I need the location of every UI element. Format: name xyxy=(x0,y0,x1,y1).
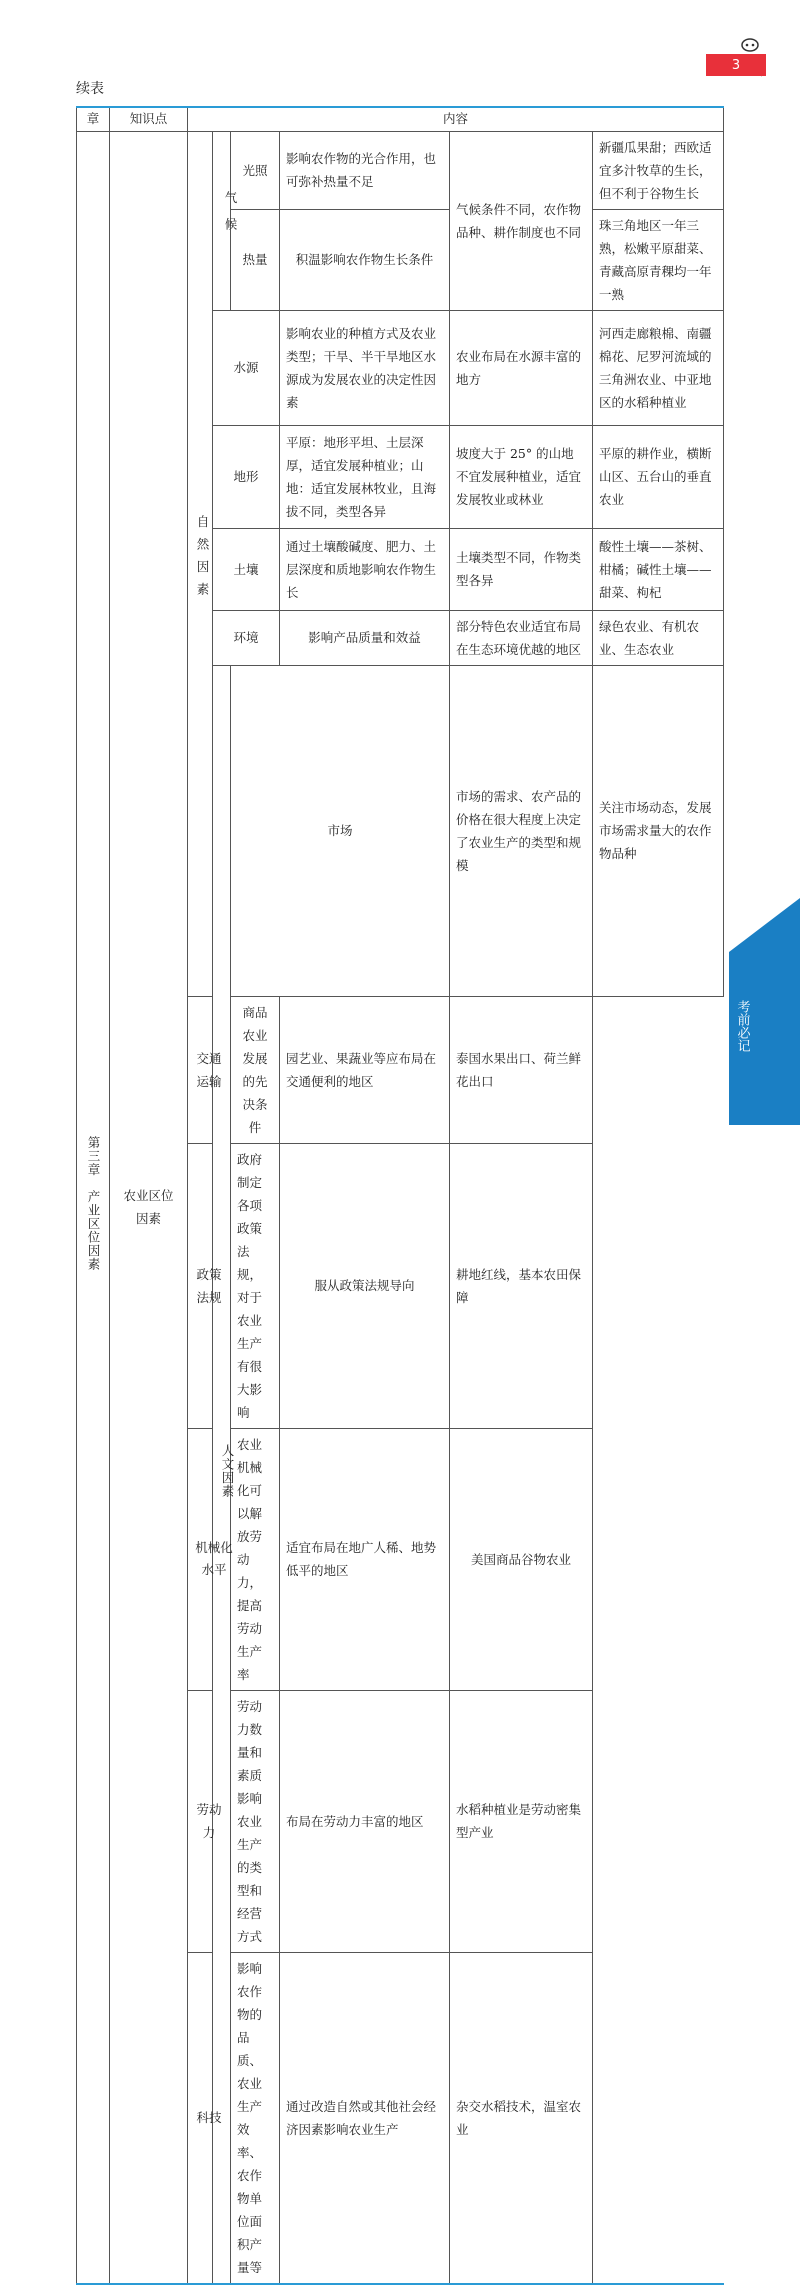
side-tab-label xyxy=(732,1000,752,1057)
knowledge-point: 农业区位因素 xyxy=(123,1188,174,1226)
desc-terrain: 平原：地形平坦、土层深厚，适宜发展种植业；山地：适宜发展林牧业，且海拔不同，类型各异 xyxy=(280,425,450,528)
example-transport: 泰国水果出口、荷兰鲜花出口 xyxy=(450,996,593,1143)
header-content: 内容 xyxy=(188,107,724,131)
desc-water: 影响农业的种植方式及农业类型；干旱、半干旱地区水源成为发展农业的决定性因素 xyxy=(280,310,450,425)
example-mechanization: 美国商品谷物农业 xyxy=(450,1428,593,1690)
chapter-cell xyxy=(77,131,110,2284)
climate-cell xyxy=(213,131,238,310)
factor-environment: 环境 xyxy=(213,610,280,665)
impact-policy: 服从政策法规导向 xyxy=(280,1143,450,1428)
factor-water: 水源 xyxy=(213,310,280,425)
impact-environment: 部分特色农业适宜布局在生态环境优越的地区 xyxy=(450,610,593,665)
desc-heat: 积温影响农作物生长条件 xyxy=(280,209,450,310)
table-row xyxy=(77,131,724,209)
example-climate-2: 珠三角地区一年三熟，松嫩平原甜菜、青藏高原青稞均一年一熟 xyxy=(593,209,724,310)
factor-labor: 劳动力 xyxy=(188,1690,231,1952)
impact-soil: 土壤类型不同，作物类型各异 xyxy=(450,528,593,610)
example-labor: 水稻种植业是劳动密集型产业 xyxy=(450,1690,593,1952)
side-tab-text: 考前必记 xyxy=(734,1000,750,1052)
factor-technology: 科技 xyxy=(188,1952,231,2284)
desc-policy: 政府制定各项政策法规，对于农业生产有很大影响 xyxy=(231,1143,280,1428)
factor-soil: 土壤 xyxy=(213,528,280,610)
impact-water: 农业布局在水源丰富的地方 xyxy=(450,310,593,425)
example-terrain: 平原的耕作业，横断山区、五台山的垂直农业 xyxy=(593,425,724,528)
page-number-badge: 3 xyxy=(706,54,766,76)
desc-technology: 影响农作物的品质、农业生产效率、农作物单位面积产量等 xyxy=(231,1952,280,2284)
example-environment: 绿色农业、有机农业、生态农业 xyxy=(593,610,724,665)
group-natural-cell xyxy=(188,131,213,996)
desc-transport: 商品农业发展的先决条件 xyxy=(231,996,280,1143)
side-tab-corner xyxy=(729,898,800,952)
desc-environment: 影响产品质量和效益 xyxy=(280,610,450,665)
desc-light: 影响农作物的光合作用，也可弥补热量不足 xyxy=(280,131,450,209)
factor-terrain: 地形 xyxy=(213,425,280,528)
impact-terrain: 坡度大于 25° 的山地不宜发展种植业，适宜发展牧业或林业 xyxy=(450,425,593,528)
knowledge-table xyxy=(76,106,724,2285)
desc-market: 市场的需求、农产品的价格在很大程度上决定了农业生产的类型和规模 xyxy=(450,665,593,996)
desc-labor: 劳动力数量和素质影响农业生产的类型和经营方式 xyxy=(231,1690,280,1952)
factor-light: 光照 xyxy=(231,131,280,209)
climate-label: 气候 xyxy=(223,190,238,244)
group-human: 人文因素 xyxy=(220,1443,235,1498)
impact-technology: 通过改造自然或其他社会经济因素影响农业生产 xyxy=(280,1952,450,2284)
header-knowledge: 知识点 xyxy=(110,107,188,131)
impact-mechanization: 适宜布局在地广人稀、地势低平的地区 xyxy=(280,1428,450,1690)
header-chapter: 章 xyxy=(77,107,110,131)
example-climate-1: 新疆瓜果甜；西欧适宜多汁牧草的生长，但不利于谷物生长 xyxy=(593,131,724,209)
example-soil: 酸性土壤——茶树、柑橘；碱性土壤——甜菜、枸杞 xyxy=(593,528,724,610)
example-policy: 耕地红线，基本农田保障 xyxy=(450,1143,593,1428)
impact-labor: 布局在劳动力丰富的地区 xyxy=(280,1690,450,1952)
chapter-label: 第三章 产业区位因素 xyxy=(86,1136,101,1271)
knowledge-point-cell xyxy=(110,131,188,2284)
desc-mechanization: 农业机械化可以解放劳动力，提高劳动生产率 xyxy=(231,1428,280,1690)
factor-mechanization-label: 机械化水平 xyxy=(195,1540,233,1577)
example-technology: 杂交水稻技术，温室农业 xyxy=(450,1952,593,2284)
header-row xyxy=(77,107,724,131)
factor-transport: 交通运输 xyxy=(188,996,231,1143)
impact-climate: 气候条件不同，农作物品种、耕作制度也不同 xyxy=(450,131,593,310)
group-natural: 自然因素 xyxy=(195,515,210,605)
factor-policy: 政策法规 xyxy=(188,1143,231,1428)
example-water: 河西走廊粮棉、南疆棉花、尼罗河流域的三角洲农业、中亚地区的水稻种植业 xyxy=(593,310,724,425)
impact-market: 关注市场动态，发展市场需求量大的农作物品种 xyxy=(593,665,724,996)
factor-heat: 热量 xyxy=(231,209,280,310)
continued-label: 续表 xyxy=(76,81,104,97)
impact-transport: 园艺业、果蔬业等应布局在交通便利的地区 xyxy=(280,996,450,1143)
factor-market: 市场 xyxy=(231,665,450,996)
desc-soil: 通过土壤酸碱度、肥力、土层深度和质地影响农作物生长 xyxy=(280,528,450,610)
